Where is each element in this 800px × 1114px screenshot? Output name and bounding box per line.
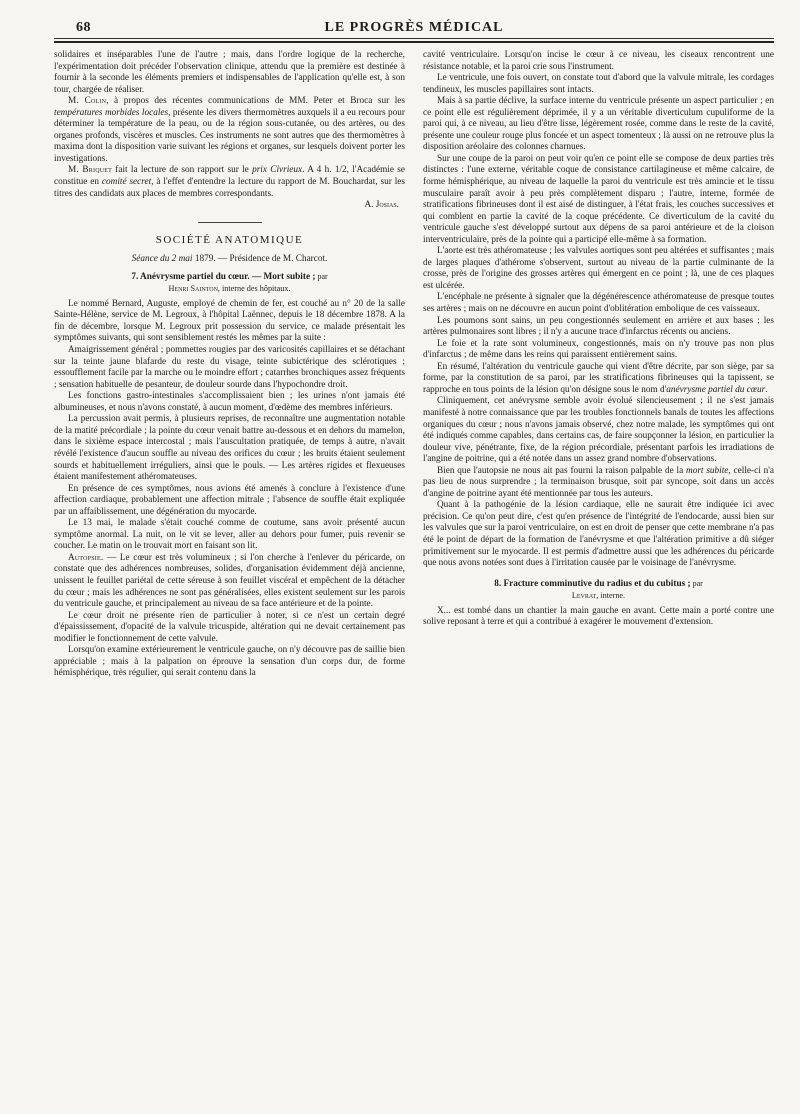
text-run: Bien que l'autopsie ne nous ait pas fourni la raison palpable de la (437, 465, 687, 476)
section-label: Autopsie. (68, 552, 104, 563)
author-name: Levrat (571, 591, 597, 601)
text-run: , celle-ci n'a pas lieu de nous surprendre ; la terminaison brusque, soit par syncope, soit dans un accès d'angine de poitrine ayant été mentionnée par tous les auteurs. (423, 465, 774, 499)
paragraph: X... est tombé dans un chantier la main gauche en avant. Cette main a porté contre une solive reposant à terre et qui a contribué à exagérer le mouvement d'extension. (423, 605, 774, 628)
paragraph: Lorsqu'on examine extérieurement le ventricule gauche, on n'y découvre pas de saillie bien appréciable ; mais à la palpation on éprouve la sensation d'un corps dur, de forme hémisphérique, très régulier, qui serait contenu dans la (54, 645, 405, 679)
article-byline (54, 283, 405, 295)
text-run: — Le cœur est très volumineux ; si l'on cherche à l'enlever du péricarde, on constate que des adhérences nombreuses, solides, d'organisation évidemment déjà ancienne, unissent le feuillet pariétal de cette séreuse à son feuillet viscéral et empêchent de la détacher du cœur ; mais les adhérences ne sont pas généralisées, elles existent seulement sur les parois du ventricule gauche, et principalement au niveau de sa face antérieure et de la pointe. (54, 552, 405, 610)
text-run: , à propos des récentes communications de MM. Peter et Broca sur les (106, 96, 405, 107)
paragraph: Le ventricule, une fois ouvert, on constate tout d'abord que la valvule mitrale, les cordages tendineux, les muscles papillaires sont intacts. (423, 73, 774, 95)
emphasis: températures morbides locales (54, 107, 169, 118)
paragraph: Les fonctions gastro-intestinales s'accomplissaient bien ; les urines n'ont jamais été albumineuses, et nous n'avons constaté, à aucun moment, d'œdème des membres inférieurs. (54, 391, 405, 413)
emphasis: mort subite (686, 465, 729, 476)
paragraph: La percussion avait permis, à plusieurs reprises, de reconnaître une augmentation notable de la matité précordiale ; la pointe du cœur venait battre au-dessous et en dehors du mamelon, dans le sixième espace intercostal ; mais l'auscultation pratiquée, de temps à autre, n'avait révélé l'existence d'aucun souffle au niveau des orifices du cœur ; les bruits étaient seulement sourds et habituellement irréguliers, ainsi que le pouls. — Les artères rigides et flexueuses étaient manifestement athéromateuses. (54, 414, 405, 483)
spacer (423, 570, 774, 576)
article-byline (423, 590, 774, 602)
section-heading: SOCIÉTÉ ANATOMIQUE (155, 233, 304, 246)
article-signature: A. Josias. (364, 200, 399, 211)
article-title-text: 8. Fracture comminutive du radius et du cubitus ; (494, 578, 691, 589)
signature-line (54, 200, 405, 212)
left-column (54, 50, 405, 680)
paragraph: Le nommé Bernard, Auguste, employé de chemin de fer, est couché au n° 20 de la salle Sainte-Hélène, service de M. Legroux, à l'hôpital Laënnec, depuis le 18 décembre 1878. A la fin de décembre, lorsque M. Legroux prit possession du service, ce malade présentait les symptômes suivants, qui sont sensiblement restés les mêmes par la suite : (54, 298, 405, 344)
paragraph: solidaires et inséparables l'une de l'autre ; mais, dans l'ordre logique de la recherche, l'expérimentation doit précéder l'observation clinique, attendu que la première est destinée à fournir à la seconde les éléments premiers et indispensables de l'application qu'elle est, à son tour, chargée de réaliser. (54, 50, 405, 95)
text-run: . (765, 384, 768, 395)
paragraph: Le foie et la rate sont volumineux, congestionnés, mais on n'y trouve pas non plus d'infarctus ; de même dans les reins qui paraissent entièrement sains. (423, 338, 774, 361)
paragraph (423, 362, 774, 397)
article-title (423, 578, 774, 591)
paragraph: Amaigrissement général ; pommettes rougies par des varicosités capillaires et se détachant sur la teinte jaune blafarde du reste du visage, teinte subictérique des sclérotiques ; essoufflement facile par la marche ou le moindre effort ; catarrhes bronchiques assez fréquents ; sensation habituelle de pesanteur, de douleur sourde dans l'hypochondre droit. (54, 345, 405, 390)
right-column (423, 50, 774, 680)
header-rule (54, 38, 774, 39)
paragraph: En présence de ces symptômes, nous avions été amenés à conclure à l'existence d'une affection cardiaque, probablement une affection mitrale ; l'absence de souffle était expliquée par un affaiblissement, une dégénération du myocarde. (54, 483, 405, 517)
page-header (54, 0, 774, 34)
paragraph: Le cœur droit ne présente rien de particulier à noter, si ce n'est un certain degré d'épaississement, d'opacité de la valvule tricuspide, altération qui ne devait certainement pas modifier le fonctionnement de cette valvule. (54, 610, 405, 644)
session-presidency: 1879. — Présidence de M. Charcot. (192, 254, 328, 265)
author-role: , interne. (596, 591, 626, 601)
paragraph: Le 13 mai, le malade s'était couché comme de coutume, sans avoir présenté aucun symptôme anormal. La nuit, on le vit se lever, aller au dehors pour fumer, puis revenir se coucher. Le matin on le trouvait mort en faisant son lit. (54, 518, 405, 552)
text-columns (54, 50, 774, 680)
paragraph: Quant à la pathogénie de la lésion cardiaque, elle ne saurait être indiquée ici avec précision. Ce qu'on peut dire, c'est qu'en présence de l'intégrité de l'endocarde, aussi bien sur les valvules que sur la paroi ventriculaire, on est en droit de penser que cette membrane n'a pas été le point de départ de la formation de l'anévrysme et que l'altération primitive a dû siéger primitivement sur le myocarde. Il est permis d'admettre aussi que les adhérences du péricarde que nous avons notées sont dues à l'irritation causée par le voisinage de l'anévrysme. (423, 500, 774, 569)
paragraph: cavité ventriculaire. Lorsqu'on incise le cœur à ce niveau, les ciseaux rencontrent une résistance notable, et la paroi crie sous l'instrument. (423, 50, 774, 72)
speaker-name: M. Colin (68, 96, 107, 107)
text-run: fait la lecture de son rapport sur le (112, 165, 253, 176)
header-rule-thick (54, 41, 774, 43)
text-run: En résumé, l'altération du ventricule gauche qui vient d'être décrite, par son siège, par sa forme, par la constitution de sa paroi, par les stratifications fibrineuses qui la tapissent, se rapproche en tous points de la lésion qu'on désigne sous le nom d' (423, 361, 774, 395)
article-title-text: 7. Anévrysme partiel du cœur. — Mort subite ; (131, 271, 316, 282)
emphasis: prix Civrieux (252, 165, 303, 176)
emphasis: anévrysme partiel du cœur (666, 384, 766, 395)
paragraph (54, 165, 405, 200)
article-by: par (315, 271, 328, 281)
page-number: 68 (76, 20, 91, 35)
text-run: , à l'effet d'entendre la lecture du rapport de M. Bouchardat, sur les titres des candidats aux places de membres correspondants. (54, 177, 405, 199)
journal-title: LE PROGRÈS MÉDICAL (324, 20, 504, 35)
author-name: Henri Sainton (168, 284, 218, 294)
text-run: , présente les divers thermomètres auxquels il a eu recours pour déterminer la température de la peau, ou de la région sous-cutanée, ou des artères, ou des organes profonds, viscères et muscles. Ces instruments ne sont autres que des thermomètres à maxima dont la disposition varie suivant les régions et organes, sur lesquels doivent porter les investigations. (54, 107, 405, 164)
author-role: , interne des hôpitaux. (217, 284, 291, 294)
paragraph: Cliniquement, cet anévrysme semble avoir évolué silencieusement ; il ne s'est jamais manifesté à notre connaissance que par les troubles fonctionnels banals de toutes les affections organiques du cœur ; nous n'avons jamais observé, chez notre malade, les symptômes qui ont été indiqués comme capables, dans certains cas, de faire soupçonner la lésion, en particulier la douleur vive, pénétrante, fixe, de la région précordiale, présentant parfois les irradiations de l'angine de poitrine, qui a été notée dans un assez grand nombre d'observations. (423, 396, 774, 465)
paragraph: Mais à sa partie déclive, la surface interne du ventricule présente un aspect particulier ; en ce point elle est régulièrement déprimée, il y a un véritable diverticulum cupuliforme de la paroi qui, à ce niveau, au lieu d'être lisse, légèrement rosée, comme dans le reste de la cavité, présente une couleur rouge plus foncée et un aspect tomenteux ; là aussi on ne retrouve plus la disposition aréolaire des colonnes charnues. (423, 96, 774, 153)
session-line (54, 254, 405, 266)
paragraph: L'aorte est très athéromateuse ; les valvules aortiques sont peu altérées et suffisantes ; mais de larges plaques d'athérome s'observent, surtout au niveau de la partie culminante de la crosse, près de l'origine des grosses artères qui émergent en ce point ; là, une de ces plaques est ulcérée. (423, 246, 774, 291)
section-divider (198, 222, 262, 223)
paragraph: Les poumons sont sains, un peu congestionnés seulement en arrière et aux bases ; les artères pulmonaires sont libres ; il n'y a aucune trace d'infarctus récents ou anciens. (423, 315, 774, 338)
paragraph: Sur une coupe de la paroi on peut voir qu'en ce point elle se compose de deux parties très distinctes : l'une externe, véritable coque de consistance cartilagineuse et même calcaire, de forme hémisphérique, au niveau de laquelle la paroi du ventricule est très amincie et le tissu musculaire paraît avoir à peu près complètement disparu ; l'autre, interne, formée de stratifications fibrineuses dont il est aisé de distinguer, à l'état frais, les couches successives et qui comblent en partie la cavité de la coque précédente. Ce diverticulum de la cavité du ventricule gauche s'est développé surtout aux dépens de sa paroi antérieure et de la cloison interventriculaire, près de la pointe qui a participé elle-même à sa formation. (423, 153, 774, 245)
article-title (54, 271, 405, 284)
emphasis: comité secret (101, 177, 152, 188)
paragraph (54, 96, 405, 165)
speaker-name: M. Briquet (68, 165, 112, 176)
article-by: par (690, 578, 703, 588)
text-run: . A 4 h. 1/2, l'Académie se constitue en (54, 165, 405, 188)
paragraph (54, 553, 405, 611)
session-date: Séance du 2 mai (131, 254, 193, 265)
paragraph: L'encéphale ne présente à signaler que la dégénérescence athéromateuse de presque toutes ses artères ; mais on ne découvre en aucun point d'oblitération embolique de ces vaisseaux. (423, 292, 774, 315)
paragraph (423, 466, 774, 501)
